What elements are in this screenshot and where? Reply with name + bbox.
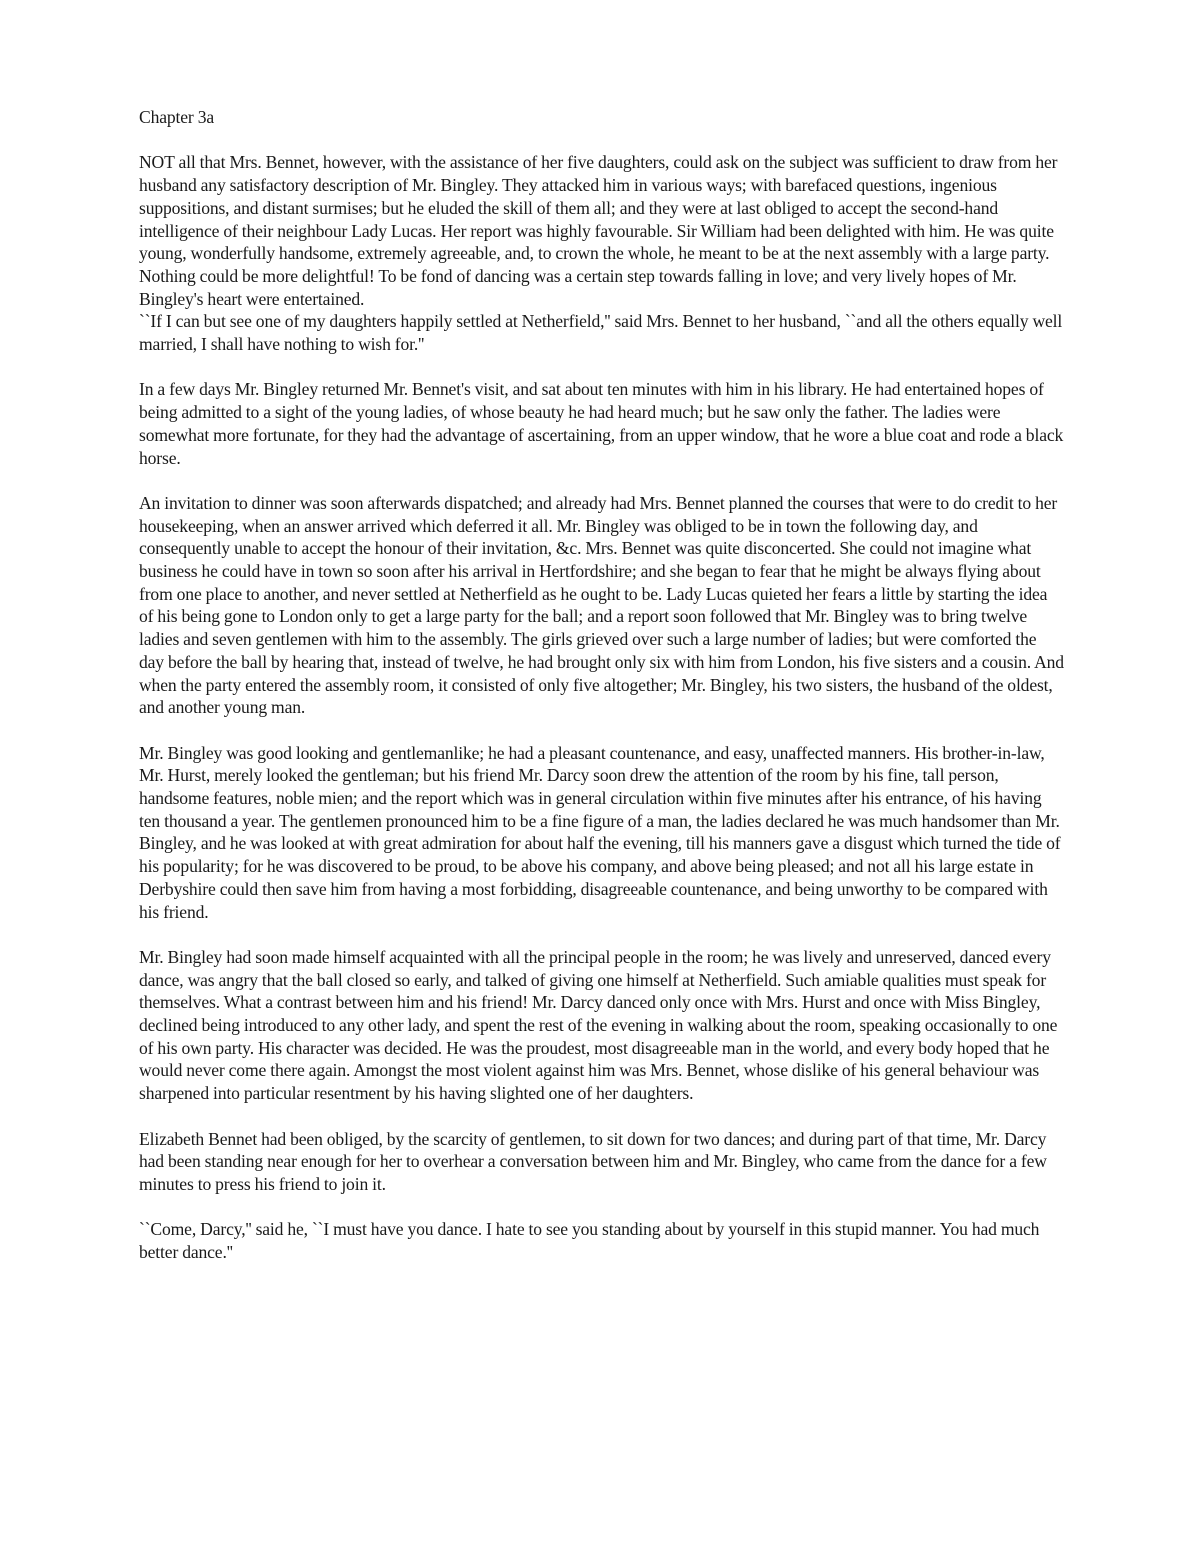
- paragraph: In a few days Mr. Bingley returned Mr. Bennet's visit, and sat about ten minutes with him in his library. He had entertained hopes of being admitted to a sight of the young ladies, of whose beauty he had heard much; but he saw only the father. The ladies were somewhat more fortunate, for they had the advantage of ascertaining, from an upper window, that he wore a blue coat and rode a black horse.: [139, 379, 1064, 468]
- paragraph: NOT all that Mrs. Bennet, however, with the assistance of her five daughters, could ask on the subject was sufficient to draw from her husband any satisfactory description of Mr. Bingley. They attacked him in various ways; with barefaced questions, ingenious suppositions, and distant surmises; but he eluded the skill of them all; and they were at last obliged to accept the second-hand intelligence of their neighbour Lady Lucas. Her report was highly favourable. Sir William had been delighted with him. He was quite young, wonderfully handsome, extremely agreeable, and, to crown the whole, he meant to be at the next assembly with a large party. Nothing could be more delightful! To be fond of dancing was a certain step towards falling in love; and very lively hopes of Mr. Bingley's heart were entertained.: [139, 152, 1058, 309]
- paragraph: Mr. Bingley had soon made himself acquainted with all the principal people in the room; he was lively and unreserved, danced every dance, was angry that the ball closed so early, and talked of giving one himself at Netherfield. Such amiable qualities must speak for themselves. What a contrast between him and his friend! Mr. Darcy danced only once with Mrs. Hurst and once with Miss Bingley, declined being introduced to any other lady, and spent the rest of the evening in walking about the room, speaking occasionally to one of his own party. His character was decided. He was the proudest, most disagreeable man in the world, and every body hoped that he would never come there again. Amongst the most violent against him was Mrs. Bennet, whose dislike of his general behaviour was sharpened into particular resentment by his having slighted one of her daughters.: [139, 946, 1058, 1104]
- paragraph: Mr. Bingley was good looking and gentlemanlike; he had a pleasant countenance, and easy, unaffected manners. His brother-in-law, Mr. Hurst, merely looked the gentleman; but his friend Mr. Darcy soon drew the attention of the room by his fine, tall person, handsome features, noble mien; and the report which was in general circulation within five minutes after his entrance, of his having ten thousand a year. The gentlemen pronounced him to be a fine figure of a man, the ladies declared he was much handsomer than Mr. Bingley, and he was looked at with great admiration for about half the evening, till his manners gave a disgust which turned the tide of his popularity; for he was discovered to be proud, to be above his company, and above being pleased; and not all his large estate in Derbyshire could then save him from having a most forbidding, disagreeable countenance, and being unworthy to be compared with his friend.: [139, 742, 1061, 922]
- paragraph: ``Come, Darcy,'' said he, ``I must have you dance. I hate to see you standing about by yourself in this stupid manner. You had much better dance.'': [139, 1219, 1040, 1263]
- document-page: [139, 106, 1064, 1286]
- paragraph: ``If I can but see one of my daughters happily settled at Netherfield,'' said Mrs. Bennet to her husband, ``and all the others equally well married, I shall have nothing to wish for.'': [139, 311, 1063, 355]
- paragraph: Elizabeth Bennet had been obliged, by the scarcity of gentlemen, to sit down for two dances; and during part of that time, Mr. Darcy had been standing near enough for her to overhear a conversation between him and Mr. Bingley, who came from the dance for a few minutes to press his friend to join it.: [139, 1128, 1047, 1194]
- paragraph: An invitation to dinner was soon afterwards dispatched; and already had Mrs. Bennet planned the courses that were to do credit to her housekeeping, when an answer arrived which deferred it all. Mr. Bingley was obliged to be in town the following day, and consequently unable to accept the honour of their invitation, &c. Mrs. Bennet was quite disconcerted. She could not imagine what business he could have in town so soon after his arrival in Hertfordshire; and she began to fear that he might be always flying about from one place to another, and never settled at Netherfield as he ought to be. Lady Lucas quieted her fears a little by starting the idea of his being gone to London only to get a large party for the ball; and a report soon followed that Mr. Bingley was to bring twelve ladies and seven gentlemen with him to the assembly. The girls grieved over such a large number of ladies; but were comforted the day before the ball by hearing that, instead of twelve, he had brought only six with him from London, his five sisters and a cousin. And when the party entered the assembly room, it consisted of only five altogether; Mr. Bingley, his two sisters, the husband of the oldest, and another young man.: [139, 492, 1064, 718]
- chapter-title: Chapter 3a: [139, 107, 214, 127]
